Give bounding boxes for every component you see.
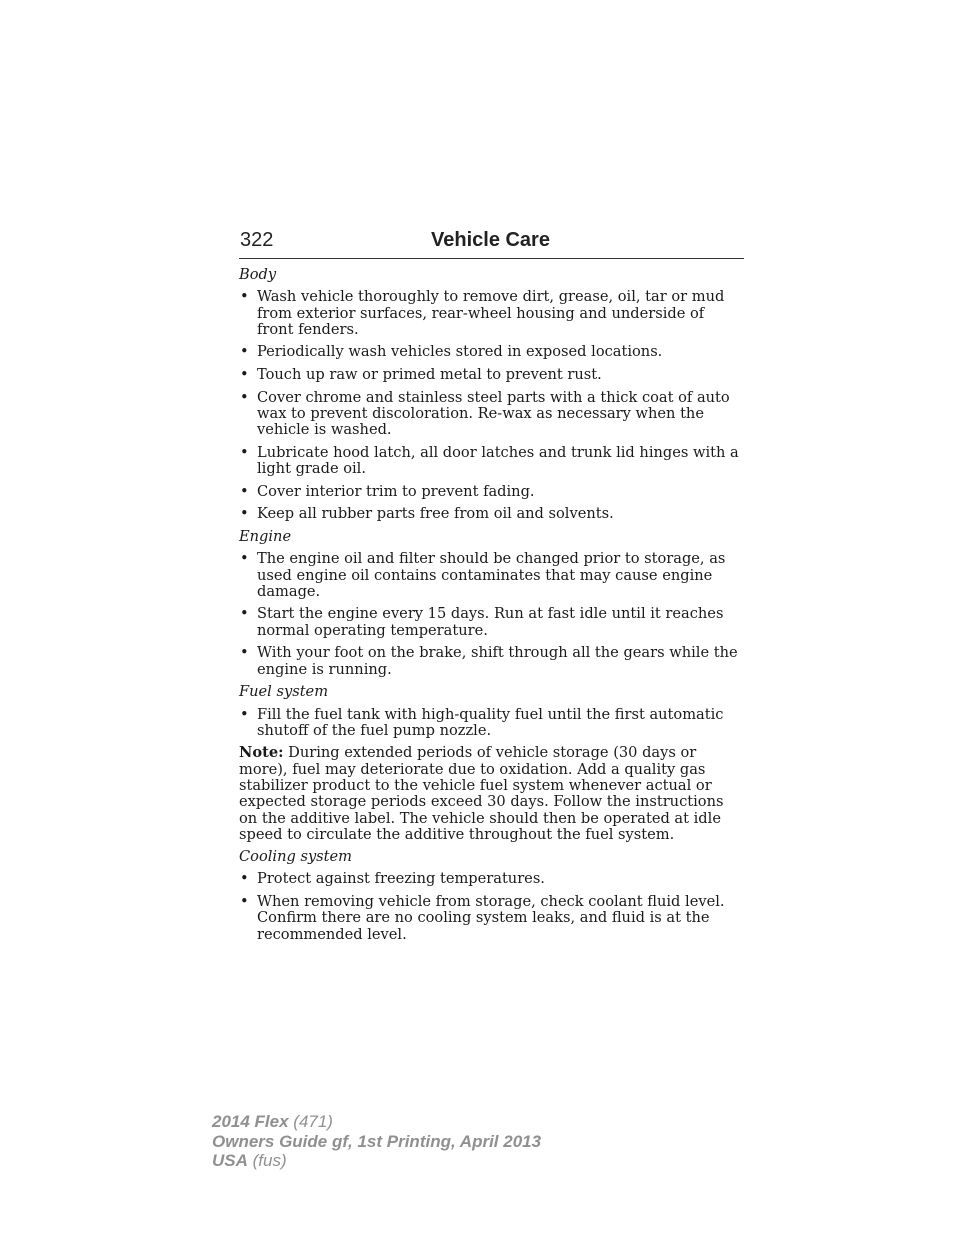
list-item: • Wash vehicle thoroughly to remove dirt, grease, oil, tar or mud from exterior surfaces, rear-wheel housing and underside of front fenders. [239,289,745,338]
footer-region: USA [212,1151,248,1170]
footer-printing: Owners Guide gf, 1st Printing, April 2013 [212,1131,542,1151]
subheading-fuel-system: Fuel system [239,683,329,701]
footer-region-line [212,1151,541,1171]
list-item: • Periodically wash vehicles stored in exposed locations. [239,344,745,360]
list-item: • Touch up raw or primed metal to prevent rust. [239,367,745,383]
footer-model-line [212,1112,541,1132]
footer-model-code: (471) [288,1112,333,1131]
list-item: • Lubricate hood latch, all door latches and trunk lid hinges with a light grade oil. [239,445,745,478]
page-header [239,228,744,259]
list-item: • With your foot on the brake, shift through all the gears while the engine is running. [239,645,745,678]
list-item: • The engine oil and filter should be changed prior to storage, as used engine oil contains contaminates that may cause engine damage. [239,551,745,600]
list-item: • When removing vehicle from storage, check coolant fluid level. Confirm there are no cooling system leaks, and fluid is at the recommended level. [239,894,745,943]
subheading-engine: Engine [239,527,292,545]
subheading-body: Body [239,266,277,283]
list-item: • Fill the fuel tank with high-quality fuel until the first automatic shutoff of the fuel pump nozzle. [239,707,745,740]
note-text: During extended periods of vehicle storage (30 days or more), fuel may deteriorate due to oxidation. Add a quality gas stabilizer product to the vehicle fuel system whenever actual or expected storage periods exceed 30 days. Follow the instructions on the additive label. The vehicle should then be operated at idle speed to circulate the additive throughout the fuel system. [239,744,724,843]
main-content [239,267,745,949]
cooling-list [239,871,745,942]
list-item: • Protect against freezing temperatures. [239,871,745,887]
footer-region-code: (fus) [247,1151,287,1170]
page-title: Vehicle Care [431,229,550,251]
page-footer [212,1112,541,1171]
list-item: • Keep all rubber parts free from oil and solvents. [239,506,745,522]
list-item: • Cover interior trim to prevent fading. [239,484,745,500]
fuel-list [239,707,745,740]
body-list [239,289,745,522]
note-paragraph [239,745,745,843]
list-item: • Cover chrome and stainless steel parts with a thick coat of auto wax to prevent discoloration. Re-wax as necessary when the vehicle is washed. [239,390,745,439]
note-label: Note: [239,744,284,762]
page-number: 322 [240,229,274,251]
engine-list [239,551,745,678]
subheading-cooling-system: Cooling system [239,848,353,866]
footer-model: 2014 Flex [212,1112,289,1131]
list-item: • Start the engine every 15 days. Run at fast idle until it reaches normal operating temperature. [239,606,745,639]
